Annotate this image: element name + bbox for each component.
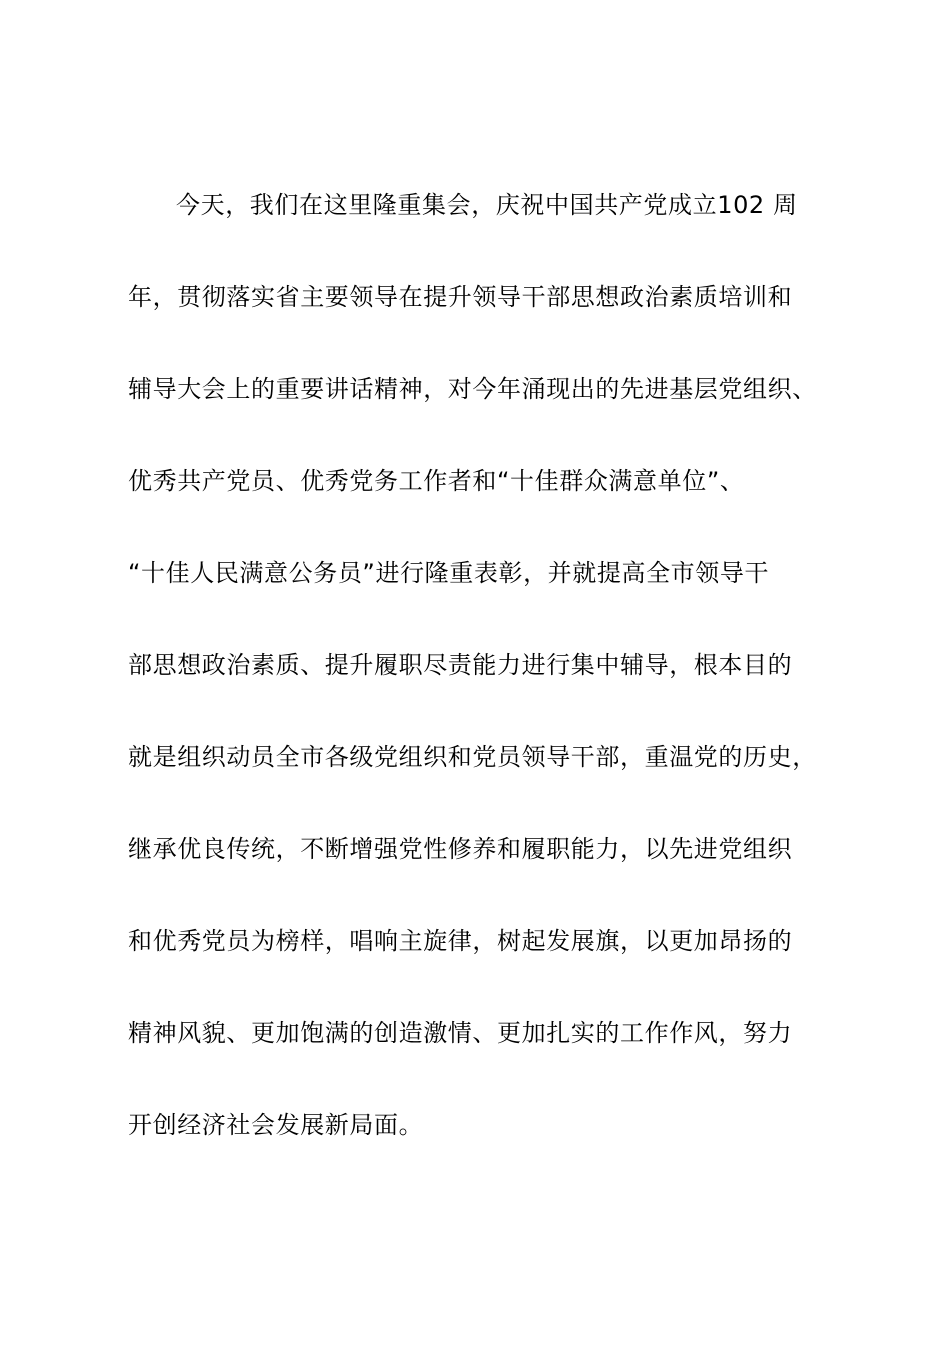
paragraph-line: 部思想政治素质、提升履职尽责能力进行集中辅导，根本目的 (128, 651, 793, 679)
paragraph-line: 继承优良传统，不断增强党性修养和履职能力，以先进党组织 (128, 835, 793, 863)
paragraph-line: 精神风貌、更加饱满的创造激情、更加扎实的工作作风，努力 (128, 1019, 793, 1047)
paragraph-line: 辅导大会上的重要讲话精神，对今年涌现出的先进基层党组织、 (128, 375, 817, 403)
paragraph-line: 就是组织动员全市各级党组织和党员领导干部，重温党的历史， (128, 743, 817, 771)
paragraph-line: 今天，我们在这里隆重集会，庆祝中国共产党成立102 周 (176, 191, 798, 219)
paragraph-line: 优秀共产党员、优秀党务工作者和“十佳群众满意单位”、 (128, 467, 745, 495)
paragraph-line: 和优秀党员为榜样，唱响主旋律，树起发展旗，以更加昂扬的 (128, 927, 793, 955)
paragraph-line: 年，贯彻落实省主要领导在提升领导干部思想政治素质培训和 (128, 283, 793, 311)
paragraph-line: 开创经济社会发展新局面。 (128, 1111, 424, 1139)
paragraph (128, 180, 848, 1192)
paragraph-line: “十佳人民满意公务员”进行隆重表彰，并就提高全市领导干 (128, 559, 770, 587)
